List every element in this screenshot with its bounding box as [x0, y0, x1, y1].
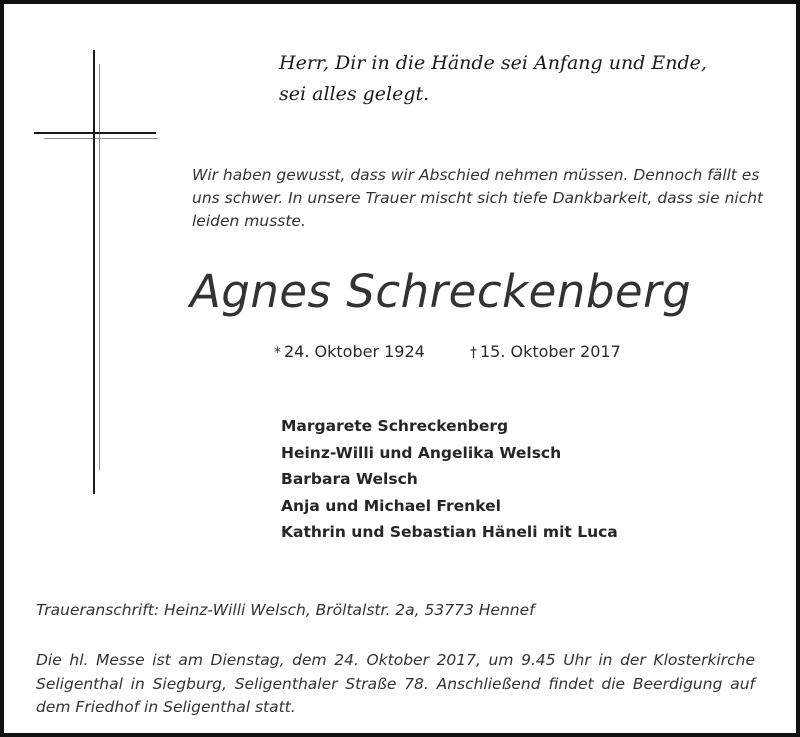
death-date: 15. Oktober 2017 — [479, 342, 621, 361]
deceased-name: Agnes Schreckenberg — [190, 265, 692, 318]
mourner-item: Barbara Welsch — [281, 470, 418, 488]
cross-horizontal-beam — [34, 132, 156, 134]
mourner-item: Heinz-Willi und Angelika Welsch — [281, 443, 562, 462]
birth-star-icon: * — [274, 345, 281, 361]
funeral-mass-info: Die hl. Messe ist am Dienstag, dem 24. Oktober 2017, um 9.45 Uhr in der Klosterkirche Seligenthal in Siegburg, Seligenthaler Straße 78. Anschließend findet die Beerdigung auf dem Friedhof in Seligenthal statt. — [36, 651, 755, 716]
mourners-list — [281, 413, 618, 546]
death-dagger-icon: † — [469, 345, 477, 361]
life-dates — [274, 340, 621, 365]
mourning-address: Traueranschrift: Heinz-Willi Welsch, Bröltalstr. 2a, 53773 Hennef — [36, 601, 535, 619]
mourner-item: Kathrin und Sebastian Häneli mit Luca — [281, 523, 618, 541]
death-info — [470, 340, 621, 365]
cross-vertical-beam — [93, 50, 95, 494]
verse-line-2: sei alles gelegt. — [279, 83, 430, 105]
cross-horizontal-shadow — [44, 138, 158, 139]
cross-vertical-shadow — [99, 64, 100, 470]
birth-date: 24. Oktober 1924 — [284, 342, 425, 361]
intro-text: Wir haben gewusst, dass wir Abschied nehmen müssen. Dennoch fällt es uns schwer. In unsere Trauer mischt sich tiefe Dankbarkeit, dass sie nicht leiden musste. — [192, 166, 764, 230]
bible-verse — [279, 48, 707, 110]
cross-icon — [34, 50, 160, 496]
mourner-item: Margarete Schreckenberg — [281, 417, 509, 435]
mourner-item: Anja und Michael Frenkel — [281, 496, 501, 515]
birth-info — [274, 340, 425, 365]
verse-line-1: Herr, Dir in die Hände sei Anfang und Ende, — [279, 52, 707, 74]
